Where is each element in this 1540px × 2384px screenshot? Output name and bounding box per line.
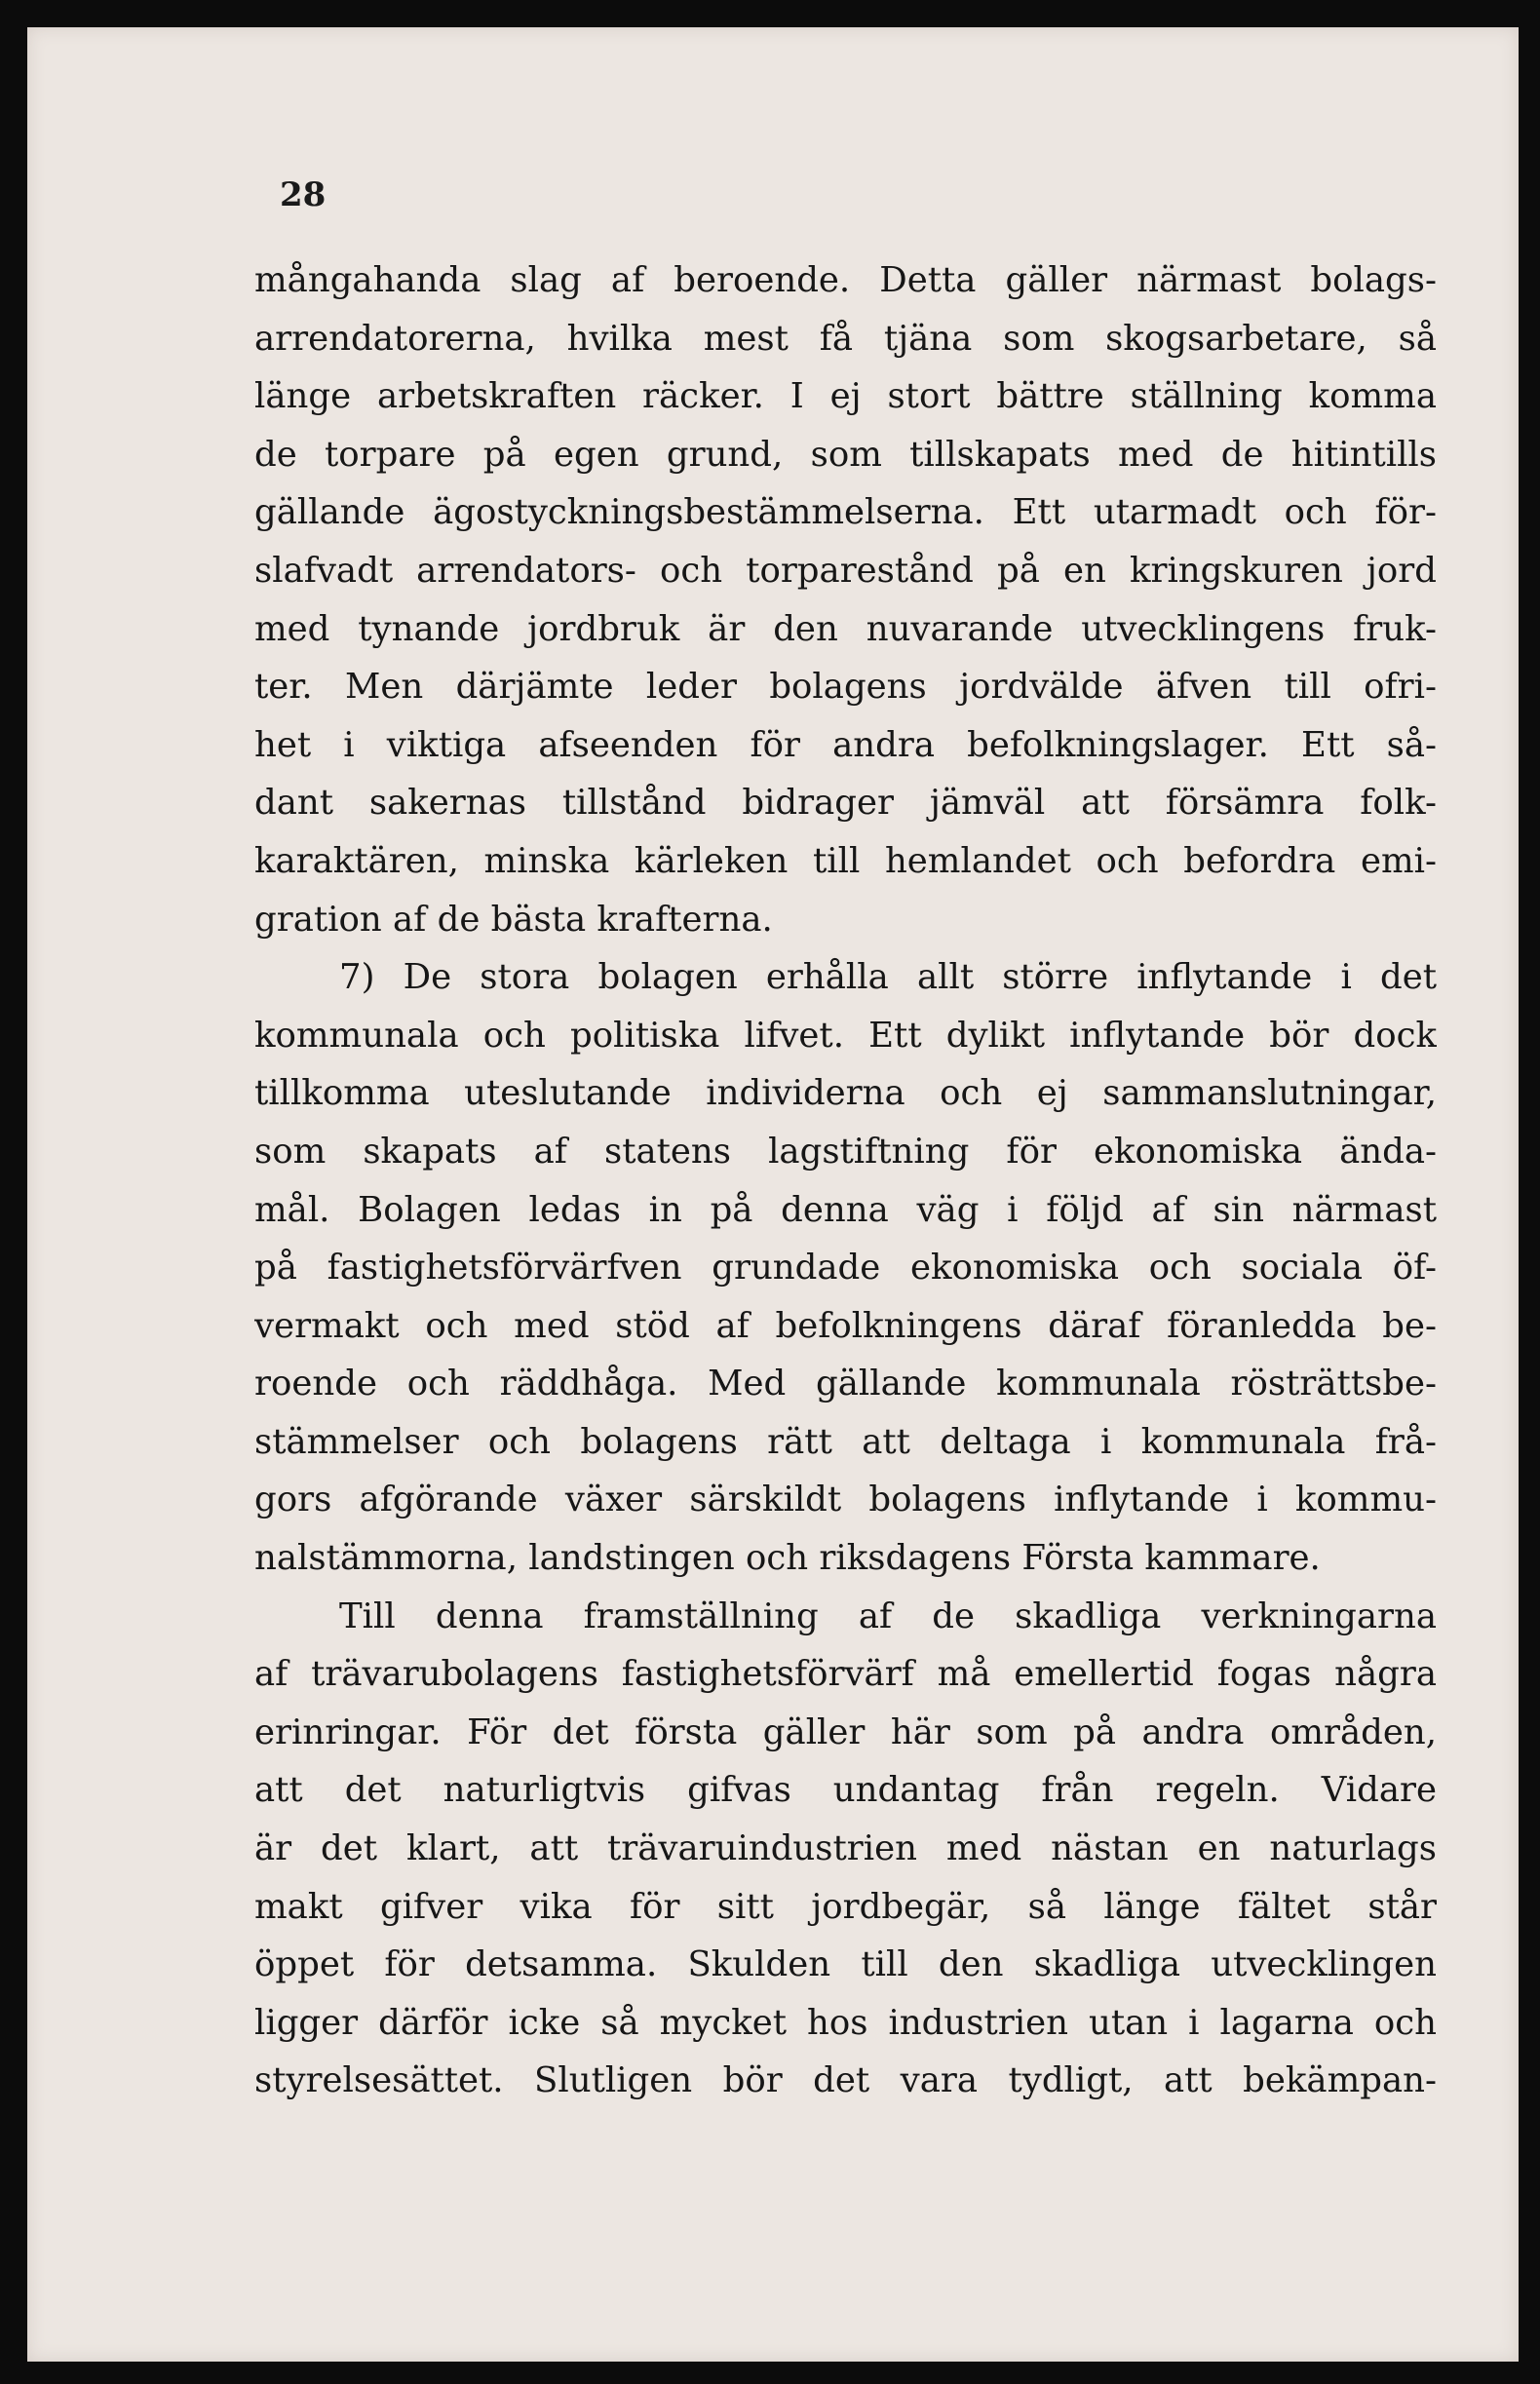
text-line: som skapats af statens lagstiftning för ekonomiska ända- [254,1131,1437,1172]
text-line: het i viktiga afseenden för andra befolkningslager. Ett så- [254,724,1437,765]
text-line: kommunala och politiska lifvet. Ett dylikt inflytande bör dock [254,1015,1437,1056]
text-line: gration af de bästa krafterna. [254,899,773,940]
text-line: tillkomma uteslutande individerna och ej sammanslutningar, [254,1073,1437,1114]
text-line: roende och räddhåga. Med gällande kommunala rösträttsbe- [254,1364,1437,1404]
text-line: styrelsesättet. Slutligen bör det vara tydligt, att bekämpan- [254,2060,1437,2101]
text-line: 7) De stora bolagen erhålla allt större inflytande i det [339,957,1437,998]
page-number: 28 [280,175,327,214]
book-page [27,27,1519,2362]
text-line: gällande ägostyckningsbestämmelserna. Ett utarmadt och för- [254,492,1437,533]
text-line: ligger därför icke så mycket hos industrien utan i lagarna och [254,2002,1437,2043]
text-line: stämmelser och bolagens rätt att deltaga i kommunala frå- [254,1421,1437,1462]
text-line: de torpare på egen grund, som tillskapats med de hitintills [254,434,1437,475]
text-line: makt gifver vika för sitt jordbegär, så länge fältet står [254,1886,1437,1927]
text-line: mångahanda slag af beroende. Detta gäller närmast bolags- [254,260,1437,300]
text-line: vermakt och med stöd af befolkningens däraf föranledda be- [254,1305,1437,1346]
text-line: att det naturligtvis gifvas undantag från regeln. Vidare [254,1770,1437,1811]
text-line: slafvadt arrendators- och torparestånd på en kringskuren jord [254,550,1437,591]
text-line: på fastighetsförvärfven grundade ekonomiska och sociala öf- [254,1248,1437,1288]
text-line: af trävarubolagens fastighetsförvärf må emellertid fogas några [254,1654,1437,1695]
text-line: dant sakernas tillstånd bidrager jämväl att försämra folk- [254,783,1437,824]
body-text [254,251,1437,2110]
text-line: ter. Men därjämte leder bolagens jordvälde äfven till ofri- [254,667,1437,708]
text-line: gors afgörande växer särskildt bolagens inflytande i kommu- [254,1480,1437,1520]
text-line: öppet för detsamma. Skulden till den skadliga utvecklingen [254,1944,1437,1985]
text-line: erinringar. För det första gäller här som på andra områden, [254,1711,1437,1752]
text-line: karaktären, minska kärleken till hemlandet och befordra emi- [254,840,1437,881]
text-line: mål. Bolagen ledas in på denna väg i följd af sin närmast [254,1189,1437,1230]
text-line: är det klart, att trävaruindustrien med nästan en naturlags [254,1828,1437,1869]
text-line: länge arbetskraften räcker. I ej stort bättre ställning komma [254,376,1437,417]
text-line: med tynande jordbruk är den nuvarande utvecklingens fruk- [254,608,1437,649]
text-line: arrendatorerna, hvilka mest få tjäna som skogsarbetare, så [254,318,1437,359]
text-line: nalstämmorna, landstingen och riksdagens Första kammare. [254,1538,1321,1579]
text-line: Till denna framställning af de skadliga verkningarna [339,1596,1437,1636]
